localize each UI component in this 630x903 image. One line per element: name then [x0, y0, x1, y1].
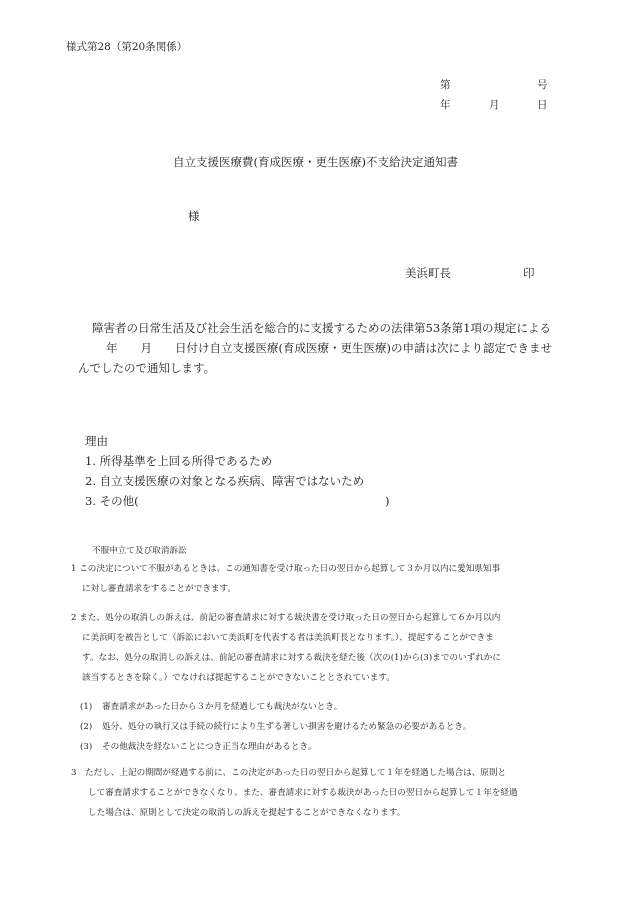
reason-item-3-label: 3. その他( [85, 494, 139, 508]
appeal-paragraph-1 [71, 559, 500, 599]
body-text [78, 318, 552, 378]
exception-item-1 [80, 697, 471, 717]
paragraph-1-line-2: に対し審査請求をすることができます。 [82, 584, 237, 594]
appeal-exceptions-list [80, 697, 471, 757]
appeal-paragraph-2 [71, 608, 501, 688]
date-year-label: 年 [440, 99, 451, 111]
paragraph-2-line-4: 該当するときを除く。）でなければ提起することができないこととされています。 [82, 673, 395, 683]
paragraph-3-line-1: 3 ただし、上記の期間が経過する前に、この決定があった日の翌日から起算して１年を経過した場合は、原則と [71, 768, 507, 778]
exception-text-2: 処分、処分の執行又は手続の続行により生ずる著しい損害を避けるため緊急の必要があるとき。 [102, 722, 472, 732]
date-day-label: 日 [537, 99, 548, 111]
body-line-1: 障害者の日常生活及び社会生活を総合的に支援するための法律第53条第1項の規定による [92, 321, 551, 335]
reason-item-3 [85, 491, 390, 511]
exception-item-3 [80, 737, 471, 757]
date-month-label: 月 [489, 99, 500, 111]
exception-number-2: (2) [80, 722, 93, 732]
doc-number-label-end: 号 [537, 79, 548, 91]
paragraph-1-line-1: 1 この決定について不服があるときは、この通知書を受け取った日の翌日から起算して３か月以内に愛知県知事 [71, 564, 501, 574]
body-line-2: 年 月 日付け自立支援医療(育成医療・更生医療)の申請は次により認定できませ [106, 341, 552, 355]
exception-text-3: その他裁決を経ないことにつき正当な理由があるとき。 [102, 742, 317, 752]
reasons-heading: 理由 [85, 434, 108, 448]
doc-number-label-start: 第 [440, 79, 451, 91]
reason-item-3-close-paren: ) [385, 494, 390, 508]
addressee-honorific: 様 [188, 209, 200, 223]
appeal-paragraph-3 [71, 763, 518, 823]
issuer [405, 265, 535, 281]
seal-mark: 印 [523, 266, 535, 280]
exception-item-2 [80, 717, 471, 737]
exception-text-1: 審査請求があった日から３か月を経過しても裁決がないとき。 [102, 702, 343, 712]
reasons-section [85, 431, 390, 511]
paragraph-3-line-3: した場合は、原則として決定の取消しの訴えを提起することができなくなります。 [88, 808, 406, 818]
reason-item-2: 2. 自立支援医療の対象となる疾病、障害ではないため [85, 474, 365, 488]
issuer-name: 美浜町長 [405, 266, 451, 280]
body-line-3: んでしたので通知します。 [78, 361, 216, 375]
exception-number-1: (1) [80, 702, 93, 712]
paragraph-3-line-2: して審査請求することができなくなり、また、審査請求に対する裁決があった日の翌日から起算して１年を経過 [88, 788, 518, 798]
appeal-notice-heading: 不服申立て及び取消訴訟 [92, 546, 187, 556]
document-title: 自立支援医療費(育成医療・更生医療)不支給決定通知書 [173, 155, 458, 169]
exception-number-3: (3) [80, 742, 93, 752]
paragraph-2-line-1: 2 また、処分の取消しの訴えは、前記の審査請求に対する裁決書を受け取った日の翌日から起算して６か月以内 [71, 613, 501, 623]
paragraph-2-line-2: に美浜町を被告として（訴訟において美浜町を代表する者は美浜町長となります。）、提起することができま [82, 633, 494, 643]
reason-item-1: 1. 所得基準を上回る所得であるため [85, 454, 273, 468]
form-number: 様式第28（第20条関係） [66, 41, 188, 53]
paragraph-2-line-3: す。なお、処分の取消しの訴えは、前記の審査請求に対する裁決を経た後（次の(1)から(3)までのいずれかに [82, 653, 501, 663]
